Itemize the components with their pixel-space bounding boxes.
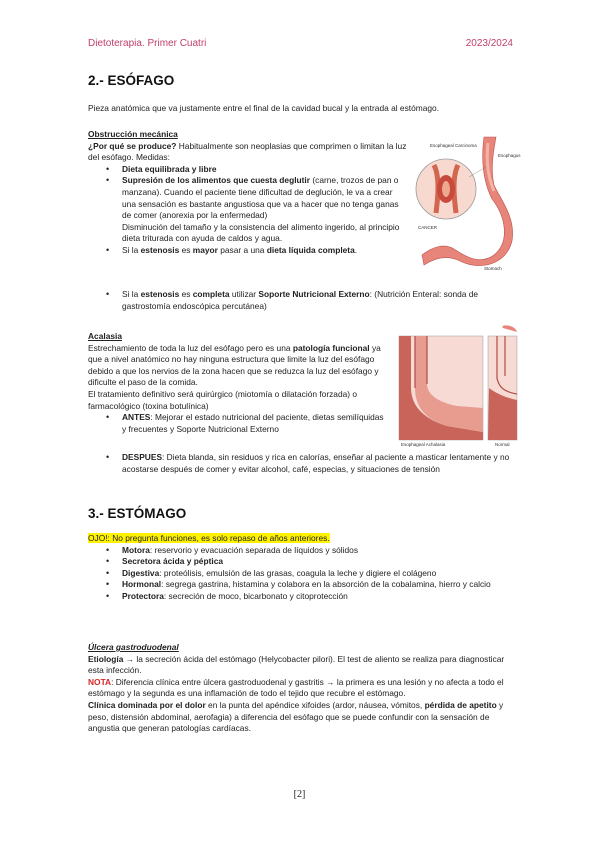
figure-label-normal: Normal — [495, 442, 510, 447]
acalasia-paragraph: Estrechamiento de toda la luz del esófago pero es una patología funcional ya que a nivel anatómico no hay ninguna estructura que limite la luz del esófago debido a que los nervios de la zona hacen que se reduzca la luz del esófago y dificulte el paso de la comida. — [88, 342, 381, 388]
header-year: 2023/2024 — [465, 38, 513, 49]
list-item: • Protectora: secreción de moco, bicarbonato y citoprotección — [88, 591, 518, 603]
figure-label-stomach: Stomach — [484, 266, 502, 271]
ulcera-clinica: Clínica dominada por el dolor en la punta del apéndice xifoides (ardor, náusea, vómitos, pérdida de apetito y peso, distensión abdominal, aerofagia) a diferencia del esófago que se puede confundir con la sensación de angustia que generan patologías cardíacas. — [88, 699, 504, 734]
list-item: • ANTES: Mejorar el estado nutricional del paciente, dietas semilíquidas y frecuentes y Soporte Nutricional Externo — [88, 412, 388, 435]
header-course: Dietoterapia. Primer Cuatri — [88, 38, 207, 49]
list-item: • DESPUES: Dieta blanda, sin residuos y rica en calorías, enseñar al paciente a masticar lentamente y no acostarse después de comer y evitar alcohol, café, especias, y situaciones de tensión — [88, 452, 518, 475]
esofago-intro: Pieza anatómica que va justamente entre el final de la cavidad bucal y la entrada al estómago. — [88, 103, 440, 113]
list-item: • Secretora ácida y péptica — [88, 556, 518, 568]
ulcera-nota: NOTA: Diferencia clínica entre úlcera gastroduodenal y gastritis → la primera es una lesión y no afecta a todo el estómago y la segunda es una inflamación de todo el tejido que recubre el estómago. — [88, 676, 504, 699]
obstruccion-block-2 — [88, 289, 518, 312]
figure-label-title: Esophageal Carcinoma — [430, 143, 477, 148]
estomago-block — [88, 533, 518, 603]
acalasia-title: Acalasia — [88, 331, 122, 341]
obstruccion-block — [88, 129, 408, 257]
acalasia-block-2 — [88, 452, 518, 475]
acalasia-block — [88, 331, 388, 435]
list-item: • Motora: reservorio y evacuación separada de líquidos y sólidos — [88, 545, 518, 557]
list-item: • Dieta equilibrada y libre — [88, 164, 408, 176]
list-item: • Si la estenosis es mayor pasar a una dieta líquida completa. — [88, 245, 408, 257]
list-item: • Si la estenosis es completa utilizar Soporte Nutricional Externo: (Nutrición Enteral: sonda de gastrostomía endoscópica percutánea) — [88, 289, 518, 312]
figure-label-cancer: CANCER — [418, 225, 438, 230]
figure-label-esophagus: Esophagus — [498, 153, 521, 158]
section-title-estomago: 3.- ESTÓMAGO — [88, 506, 187, 521]
achalasia-figure — [397, 328, 519, 448]
esophageal-carcinoma-figure — [414, 137, 521, 273]
section-title-esofago: 2.- ESÓFAGO — [88, 73, 175, 88]
ulcera-title: Úlcera gastroduodenal — [88, 642, 179, 652]
ulcera-block — [88, 642, 518, 735]
ulcera-etiologia: Etiología → la secreción ácida del estómago (Helycobacter pilori). El test de aliento se realiza para diagnosticar esta infección. — [88, 653, 505, 676]
list-item: • Hormonal: segrega gastrina, histamina y colabora en la absorción de la cobalamina, hierro y calcio — [88, 579, 518, 591]
list-item: • Supresión de los alimentos que cuesta deglutir (carne, trozos de pan o manzana). Cuando el paciente tiene dificultad de deglución, le va a crear una sensación es bastante angustiosa que va a hacer que no tenga ganas de comer (anorexia por la enfermedad) Disminución del tamaño y la consistencia del alimento ingerido, al principio dieta triturada con ayuda de caldos y agua. — [88, 175, 408, 245]
list-item: • Digestiva: proteólisis, emulsión de las grasas, coagula la leche y digiere el colágeno — [88, 568, 518, 580]
ojo-note: OJO!: No pregunta funciones, es solo repaso de años anteriores. — [88, 533, 330, 543]
figure-label-achalasia: Esophageal Achalasia — [401, 442, 446, 447]
page-number: [2] — [293, 789, 306, 800]
acalasia-treatment: El tratamiento definitivo será quirúrgico (miotomía o dilatación forzada) o farmacológico (toxina botulínica) — [88, 388, 358, 411]
obstruccion-question: ¿Por qué se produce? Habitualmente son neoplasias que comprimen o limitan la luz del esófago. Medidas: — [88, 140, 407, 163]
obstruccion-title: Obstrucción mecánica — [88, 129, 178, 139]
